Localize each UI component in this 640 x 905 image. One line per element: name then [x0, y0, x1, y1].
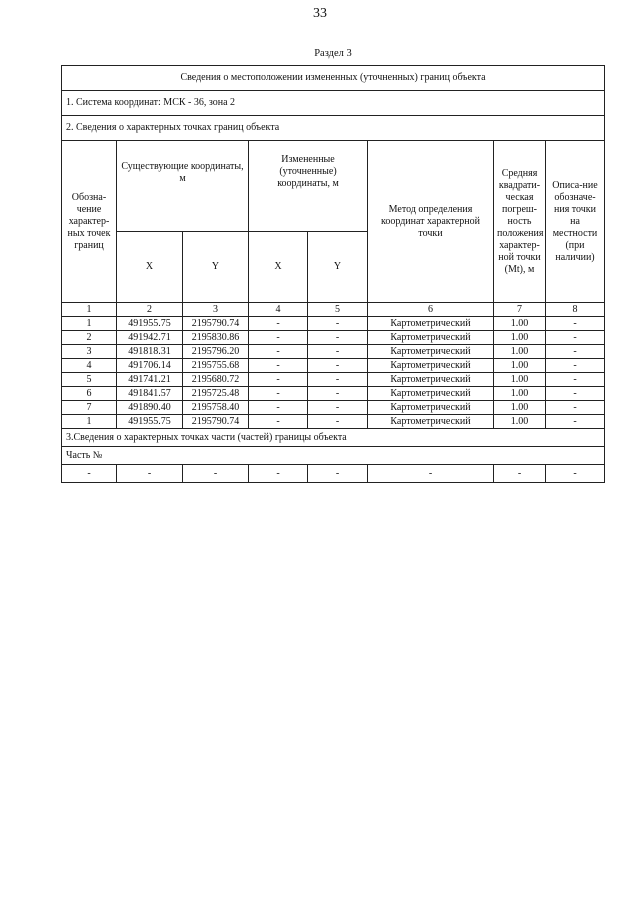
changed-y: - — [308, 415, 368, 429]
header-description: Описа-ние обозначе-ния точки на местности (при наличии) — [546, 141, 605, 303]
part-cell: - — [494, 465, 546, 483]
changed-y: - — [308, 359, 368, 373]
existing-y: 2195755.68 — [183, 359, 249, 373]
changed-y: - — [308, 331, 368, 345]
accuracy: 1.00 — [494, 401, 546, 415]
point-id: 1 — [62, 415, 117, 429]
point-id: 4 — [62, 359, 117, 373]
accuracy: 1.00 — [494, 317, 546, 331]
part-cell: - — [249, 465, 308, 483]
method: Картометрический — [368, 331, 494, 345]
col-number: 4 — [249, 303, 308, 317]
header-designation: Обозна-чение характер-ных точек границ — [62, 141, 117, 303]
header-changed-y: Y — [308, 232, 368, 303]
points-heading: 2. Сведения о характерных точках границ объекта — [62, 116, 605, 141]
point-id: 3 — [62, 345, 117, 359]
changed-y: - — [308, 373, 368, 387]
accuracy: 1.00 — [494, 359, 546, 373]
existing-y: 2195725.48 — [183, 387, 249, 401]
header-changed: Измененные (уточненные) координаты, м — [249, 141, 368, 232]
existing-x: 491818.31 — [117, 345, 183, 359]
table-row — [62, 331, 605, 345]
header-changed-x: X — [249, 232, 308, 303]
table-title: Сведения о местоположении измененных (уточненных) границ объекта — [62, 66, 605, 91]
existing-x: 491706.14 — [117, 359, 183, 373]
accuracy: 1.00 — [494, 331, 546, 345]
parts-heading: 3.Сведения о характерных точках части (частей) границы объекта — [62, 429, 605, 447]
method: Картометрический — [368, 401, 494, 415]
header-method: Метод определения координат характерной точки — [368, 141, 494, 303]
boundary-table — [61, 65, 605, 483]
part-cell: - — [368, 465, 494, 483]
col-number: 1 — [62, 303, 117, 317]
changed-x: - — [249, 359, 308, 373]
point-id: 1 — [62, 317, 117, 331]
existing-x: 491955.75 — [117, 317, 183, 331]
table-row — [62, 415, 605, 429]
coordinate-system: 1. Система координат: МСК - 36, зона 2 — [62, 91, 605, 116]
header-accuracy: Средняя квадрати-ческая погреш-ность положения характер-ной точки (Mt), м — [494, 141, 546, 303]
header-existing: Существующие координаты, м — [117, 141, 249, 232]
section-title: Раздел 3 — [314, 48, 352, 59]
existing-y: 2195796.20 — [183, 345, 249, 359]
changed-x: - — [249, 373, 308, 387]
table-row — [62, 401, 605, 415]
part-cell: - — [308, 465, 368, 483]
changed-x: - — [249, 401, 308, 415]
col-number: 5 — [308, 303, 368, 317]
point-id: 5 — [62, 373, 117, 387]
point-id: 2 — [62, 331, 117, 345]
part-cell: - — [546, 465, 605, 483]
col-number: 3 — [183, 303, 249, 317]
existing-y: 2195790.74 — [183, 415, 249, 429]
existing-x: 491841.57 — [117, 387, 183, 401]
column-number-row — [62, 303, 605, 317]
part-label: Часть № — [62, 447, 605, 465]
point-id: 6 — [62, 387, 117, 401]
page-number: 33 — [313, 6, 327, 21]
header-existing-x: X — [117, 232, 183, 303]
col-number: 2 — [117, 303, 183, 317]
description: - — [546, 345, 605, 359]
header-existing-y: Y — [183, 232, 249, 303]
description: - — [546, 317, 605, 331]
table-row — [62, 345, 605, 359]
part-cell: - — [183, 465, 249, 483]
description: - — [546, 373, 605, 387]
col-number: 8 — [546, 303, 605, 317]
accuracy: 1.00 — [494, 345, 546, 359]
existing-y: 2195830.86 — [183, 331, 249, 345]
existing-x: 491741.21 — [117, 373, 183, 387]
changed-x: - — [249, 331, 308, 345]
point-id: 7 — [62, 401, 117, 415]
table-row — [62, 373, 605, 387]
existing-y: 2195680.72 — [183, 373, 249, 387]
method: Картометрический — [368, 359, 494, 373]
existing-x: 491890.40 — [117, 401, 183, 415]
existing-x: 491955.75 — [117, 415, 183, 429]
existing-x: 491942.71 — [117, 331, 183, 345]
method: Картометрический — [368, 317, 494, 331]
changed-y: - — [308, 387, 368, 401]
accuracy: 1.00 — [494, 387, 546, 401]
part-row — [62, 465, 605, 483]
description: - — [546, 401, 605, 415]
part-cell: - — [117, 465, 183, 483]
part-cell: - — [62, 465, 117, 483]
col-number: 6 — [368, 303, 494, 317]
changed-y: - — [308, 401, 368, 415]
description: - — [546, 331, 605, 345]
existing-y: 2195790.74 — [183, 317, 249, 331]
table-row — [62, 387, 605, 401]
method: Картометрический — [368, 373, 494, 387]
changed-x: - — [249, 345, 308, 359]
table-row — [62, 317, 605, 331]
description: - — [546, 359, 605, 373]
method: Картометрический — [368, 387, 494, 401]
existing-y: 2195758.40 — [183, 401, 249, 415]
method: Картометрический — [368, 345, 494, 359]
accuracy: 1.00 — [494, 373, 546, 387]
accuracy: 1.00 — [494, 415, 546, 429]
col-number: 7 — [494, 303, 546, 317]
table-row — [62, 359, 605, 373]
description: - — [546, 387, 605, 401]
changed-y: - — [308, 345, 368, 359]
changed-y: - — [308, 317, 368, 331]
changed-x: - — [249, 387, 308, 401]
changed-x: - — [249, 415, 308, 429]
changed-x: - — [249, 317, 308, 331]
description: - — [546, 415, 605, 429]
method: Картометрический — [368, 415, 494, 429]
